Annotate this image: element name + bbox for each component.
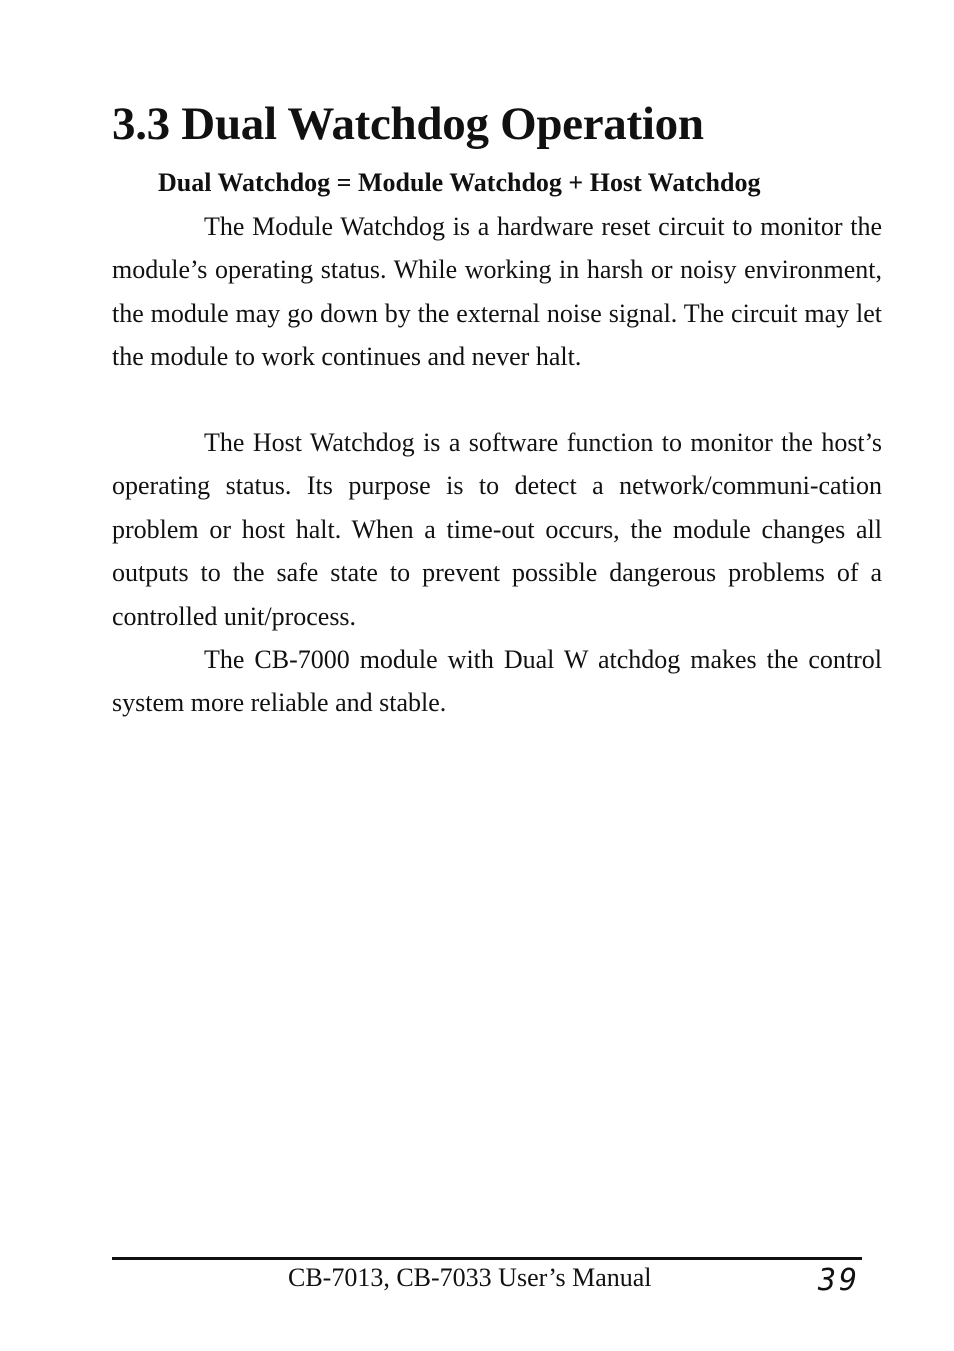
- paragraph-text: The Host Watchdog is a software function to monitor the host’s operating status. Its purpose is to detect a network/communi-cation problem or host halt. When a time-out occurs, the module changes all outputs to the safe state to prevent possible dangerous problems of a controlled unit/process.: [112, 428, 882, 631]
- paragraph-host-watchdog: [112, 421, 882, 638]
- footer-divider: [112, 1257, 862, 1260]
- paragraph-text: The Module Watchdog is a hardware reset circuit to monitor the module’s operating status. While working in harsh or noisy environment, the module may go down by the external noise signal. The circuit may let the module to work continues and never halt.: [112, 212, 882, 372]
- page-number: 39: [818, 1263, 861, 1298]
- paragraph-module-watchdog: [112, 205, 882, 379]
- paragraph-text: The CB-7000 module with Dual W atchdog makes the control system more reliable and stable.: [112, 645, 882, 718]
- section-title: 3.3 Dual Watchdog Operation: [112, 98, 704, 150]
- section-subtitle: Dual Watchdog = Module Watchdog + Host Watchdog: [158, 168, 761, 197]
- paragraph-dual-watchdog-summary: [112, 638, 882, 725]
- footer-manual-title: CB-7013, CB-7033 User’s Manual: [288, 1263, 652, 1292]
